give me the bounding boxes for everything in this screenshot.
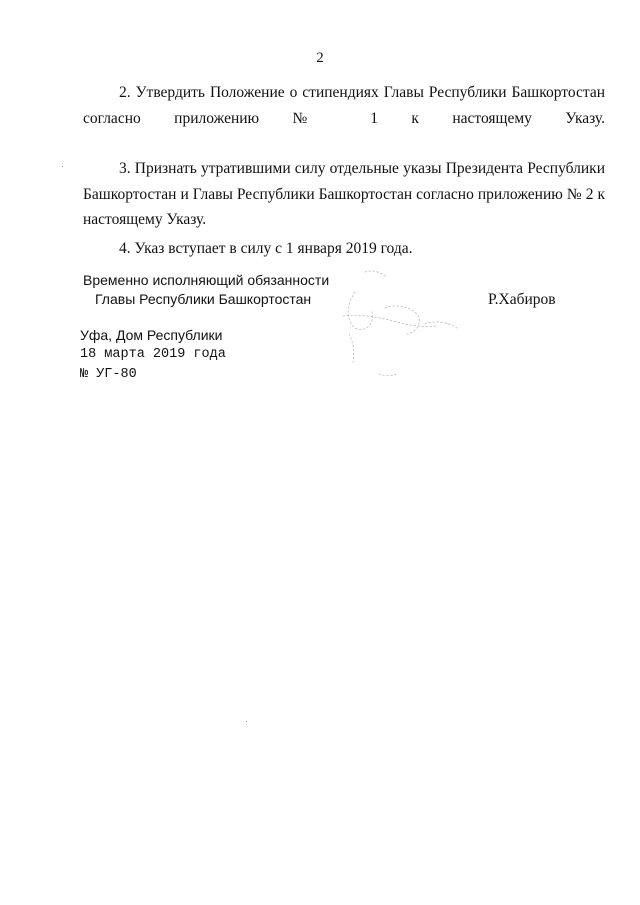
scan-speck bbox=[62, 166, 63, 167]
signing-date: 18 марта 2019 года bbox=[80, 347, 226, 362]
signatory-name: Р.Хабиров bbox=[488, 291, 556, 308]
page-number: 2 bbox=[316, 50, 324, 66]
paragraph-2: 2. Утвердить Положение о стипендиях Главы Республики Башкортостан согласно приложению № 1 к настоящему Указу. bbox=[83, 84, 605, 127]
decree-number: № УГ-80 bbox=[80, 367, 137, 382]
scan-speck bbox=[246, 721, 247, 722]
decree-body bbox=[83, 80, 605, 261]
handwritten-signature bbox=[325, 262, 475, 392]
paragraph-3: 3. Признать утратившими силу отдельные указы Президента Республики Башкортостан и Главы Республики Башкортостан согласно приложению № 2 к настоящему Указу. bbox=[83, 160, 605, 228]
signatory-role-line-1: Временно исполняющий обязанности bbox=[83, 272, 330, 288]
signing-place: Уфа, Дом Республики bbox=[80, 327, 223, 343]
signatory-role-line-2: Главы Республики Башкортостан bbox=[95, 291, 312, 307]
paragraph-4: 4. Указ вступает в силу с 1 января 2019 года. bbox=[119, 239, 413, 257]
